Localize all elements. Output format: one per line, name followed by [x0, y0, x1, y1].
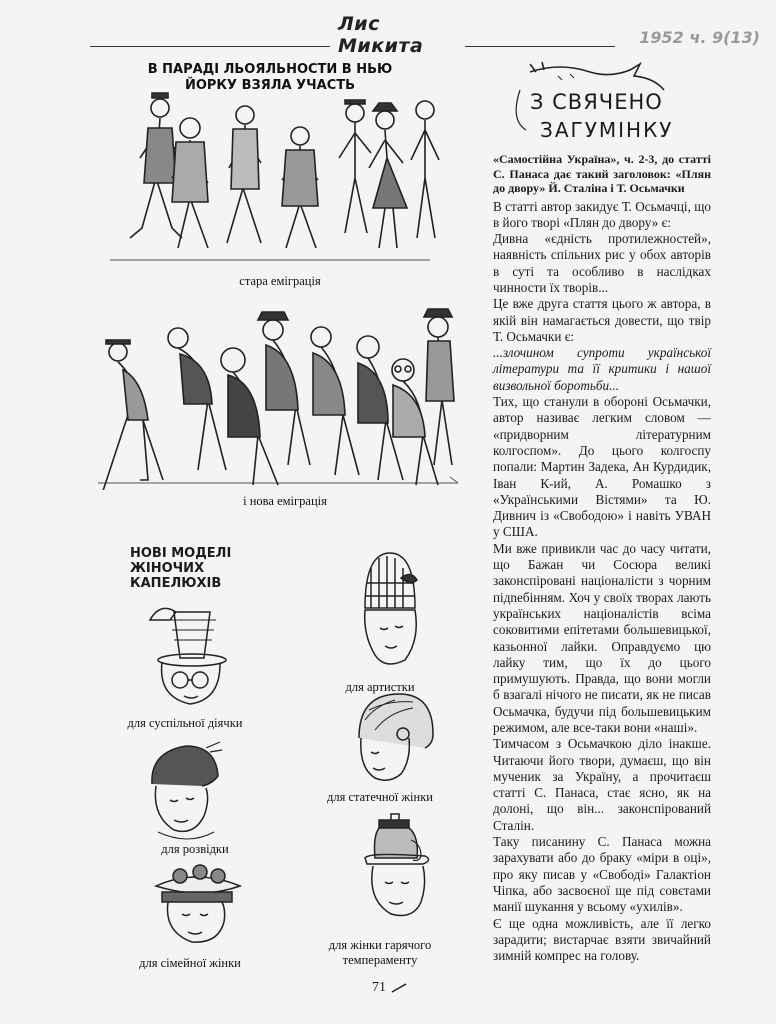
article-quote: ...злочином супроти української літератури та її критики і нашої визвольної боротьби...: [493, 345, 711, 393]
column-heading-line2: ЗАГУМІНКУ: [540, 118, 674, 142]
issue-number: 1952 ч. 9(13): [639, 28, 760, 47]
pen-stroke-icon: [390, 982, 408, 994]
header-rule-left: [90, 46, 330, 47]
hat-public-figure-illustration: [140, 600, 240, 715]
article-paragraph: Це вже друга стаття цього ж автора, в якій він намагається довести, що твір Т. Осьмачки є:: [493, 296, 711, 344]
column-article: [493, 152, 711, 964]
page-number: [372, 980, 432, 996]
hat-family-woman-illustration: [150, 856, 245, 951]
caption-hat-family-woman: для сімейної жінки: [139, 956, 241, 970]
caption-hat-hot-temper: для жінки гарячого темпераменту: [328, 938, 432, 967]
article-paragraph: В статті автор закидує Т. Осьмачці, що в його творі «Плян до двору» є:: [493, 198, 711, 230]
hat-respectable-woman-illustration: [345, 690, 435, 790]
article-paragraph: Тих, що станули в обороні Осьмачки, автор називає легким словом — «придворним літературним колгоспом». До цього колгоспу попали: Мартин Задека, Ан Курдидик, Іван К-ий, А. Ромашко з «Українськими Вістями» та Ю. Дивнич із «Свободою» і навіть УВАН у США.: [493, 394, 711, 540]
caption-hat-actress: для артистки: [345, 680, 415, 694]
caption-hat-intelligence: для розвідки: [161, 842, 229, 856]
new-emigration-illustration: [88, 305, 468, 490]
logo-text: Лис Микита: [338, 13, 424, 57]
column-heading-line1: З СВЯЧЕНО: [530, 90, 663, 114]
hat-hot-temper-illustration: [345, 810, 445, 935]
article-paragraph: Є ще одна можливість, але її легко зарадити; вистарчає взяти звичайний зимній компрес на голову.: [493, 915, 711, 964]
hat-intelligence-illustration: [140, 740, 230, 845]
caption-hat-respectable-woman: для статечної жінки: [327, 790, 433, 804]
article-paragraph: Тимчасом з Осьмачкою діло інакше. Читаючи його твори, думаєш, що він мученик за Україну, а прочитаєш статті С. Панаса, стає ясно, як на долоні, що він... законспірований Сталін.: [493, 736, 711, 833]
caption-hat-public-figure: для суспільної діячки: [127, 716, 243, 730]
caption-new-emigration: і нова еміграція: [243, 494, 327, 508]
column-heading: [500, 60, 700, 144]
caption-old-emigration: стара еміграція: [239, 274, 321, 288]
hats-title: НОВІ МОДЕЛІ ЖІНОЧИХ КАПЕЛЮХІВ: [130, 546, 232, 591]
header-rule-right: [465, 46, 615, 47]
article-intro: «Самостійна Україна», ч. 2-3, до статті С. Панаса дає такий заголовок: «Плян до двору» Й. Сталіна і Т. Осьмачки: [493, 152, 711, 195]
old-emigration-illustration: [90, 88, 450, 268]
page-number-text: 71: [372, 980, 386, 995]
magazine-logo: [338, 13, 460, 57]
article-paragraph: Таку писанину С. Панаса можна зарахувати або до браку «міри в оці», про яку писав у «Свободі» Галактіон Чіпка, або засвоєної ще під совєтами манії шукання у всьому «ухилів».: [493, 834, 711, 915]
parade-title: В ПАРАДІ ЛЬОЯЛЬНОСТИ В НЬЮ ЙОРКУ ВЗЯЛА УЧАСТЬ: [147, 62, 393, 93]
hat-actress-illustration: [335, 548, 425, 678]
article-paragraph: Ми вже привикли час до часу читати, що Бажан чи Сосюра великі законспіровані націоналісти з чорним підnебінням. Хоч у своїх творах лають українських націоналістів всіма соковитими епітетами большевицької, казьонної лайки. Оправдуємо цю лайку тим, що їх до цього примушують. Правда, що вони могли б взагалі нічого не писати, як не писав Осьмачка, будучи під большевицьким режимом, але все-таки вони «наші».: [493, 540, 711, 735]
article-paragraph: Дивна «єдність протилежностей», наявність спільних рис у обох авторів в суті та особливо в наслідках чинности їх творів...: [493, 231, 711, 295]
